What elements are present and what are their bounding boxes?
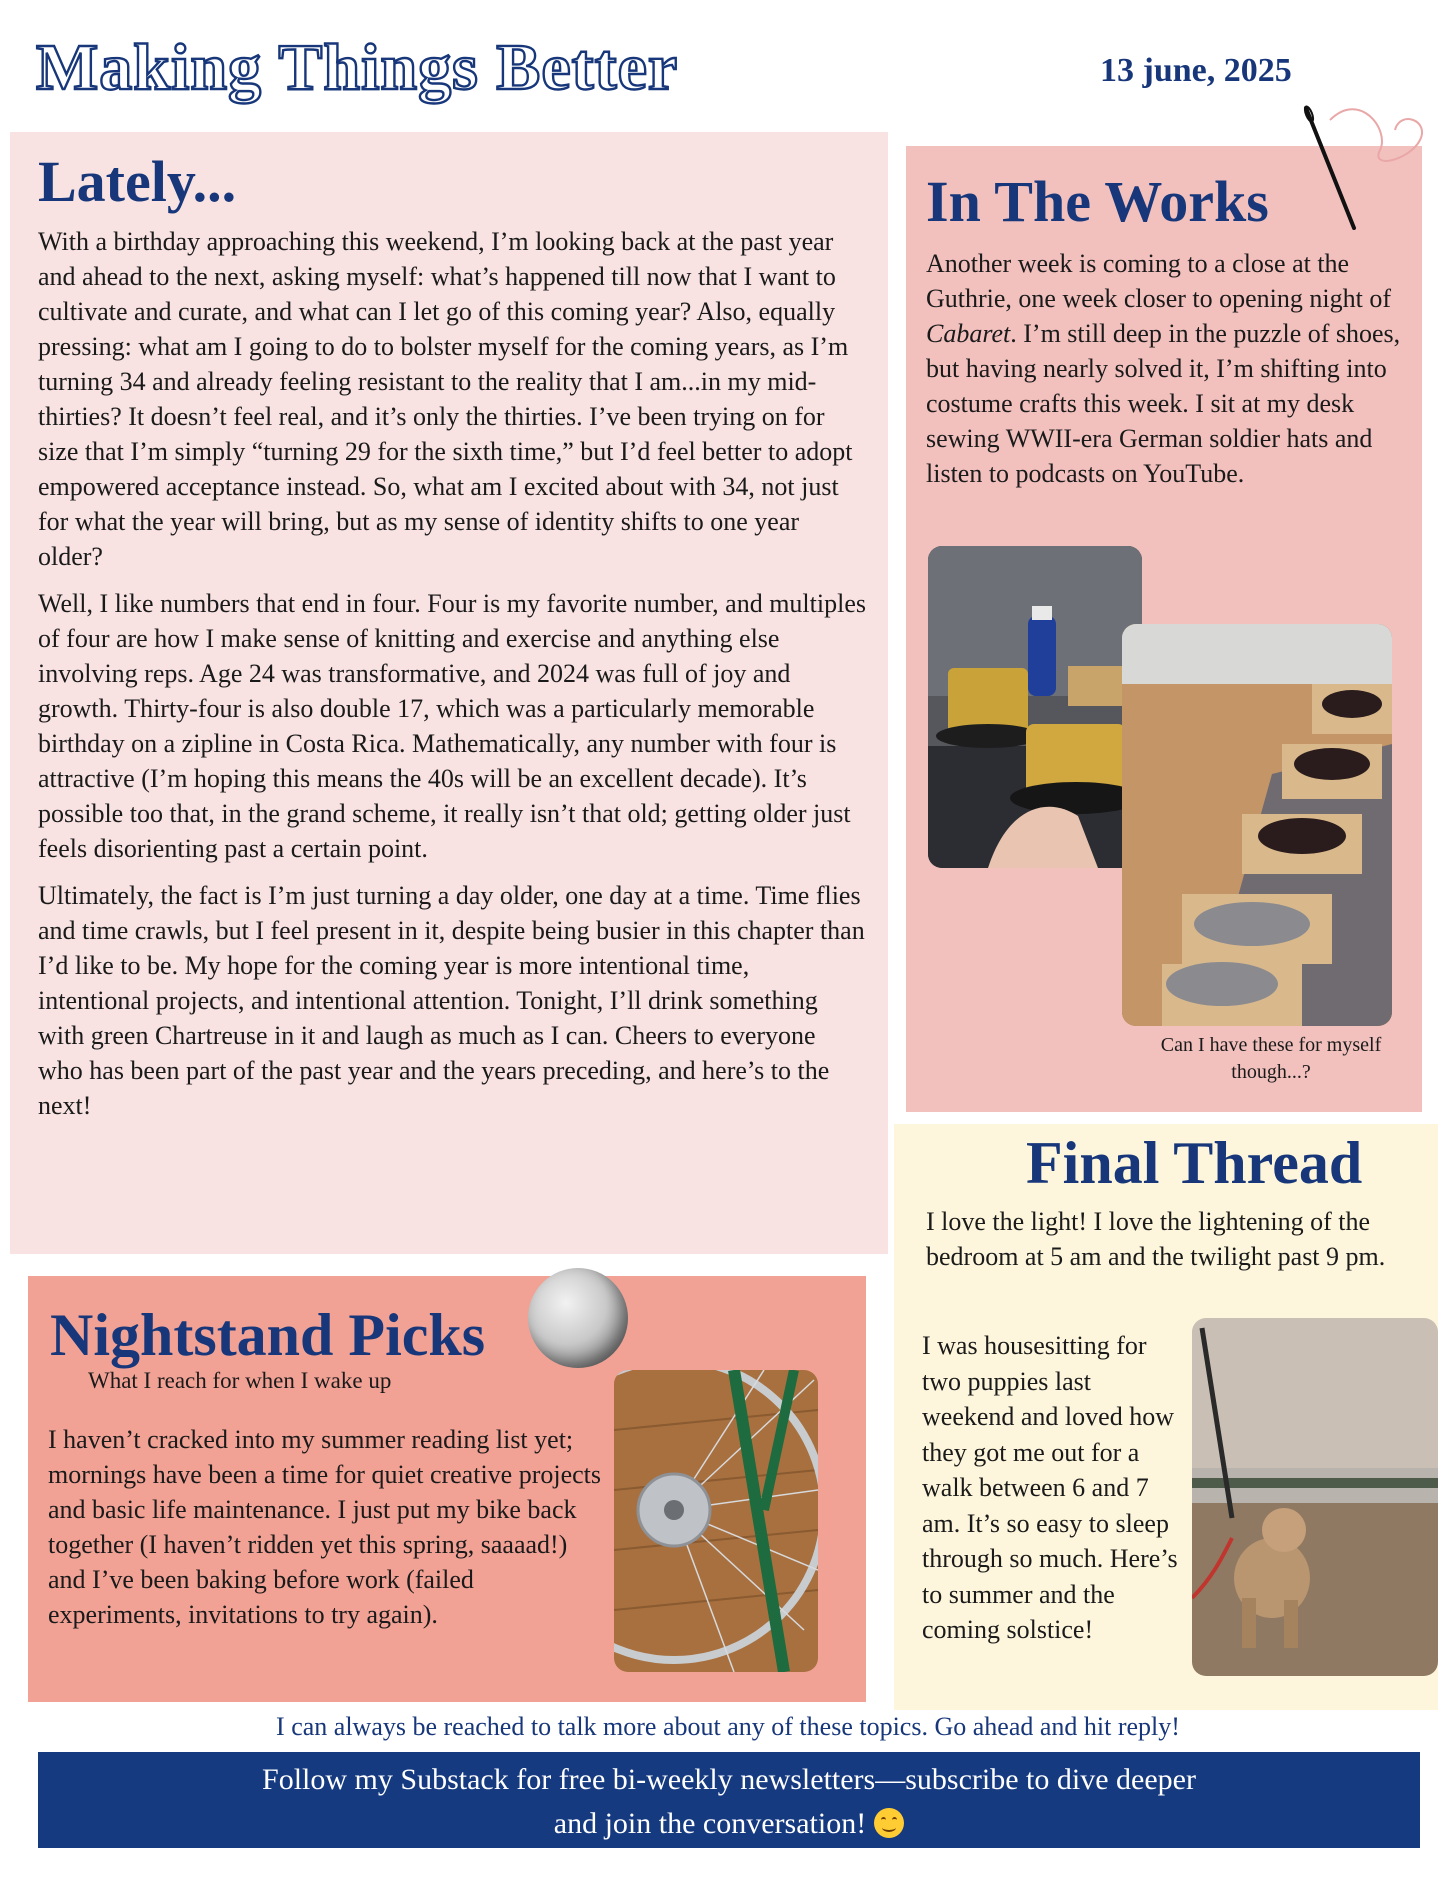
beach-dog-photo [1192,1318,1438,1676]
thread-icon [1330,109,1422,161]
works-text-before: Another week is coming to a close at the Guthrie, one week closer to opening night of [926,248,1391,313]
smiling-face-icon [874,1808,904,1838]
lately-heading: Lately... [38,149,237,214]
nightstand-section [28,1276,866,1702]
shoes-photo [1122,624,1392,1026]
nightstand-heading: Nightstand Picks [50,1302,486,1368]
hats-photo [928,546,1142,868]
works-show-title: Cabaret [926,318,1011,348]
nightstand-subheading: What I reach for when I wake up [88,1368,392,1393]
nightstand-paragraph: I haven’t cracked into my summer reading list yet; mornings have been a time for quiet creative projects and basic life maintenance. I just put my bike back together (I haven’t ridden yet this spring, saaaad!) and I’ve been baking before work (failed experiments, invitations to try again). [48,1425,602,1629]
final-heading: Final Thread [1026,1130,1363,1196]
works-heading: In The Works [926,169,1269,234]
bike-wheel-photo [614,1370,818,1672]
final-thread-section [894,1124,1438,1710]
final-paragraph-2: I was housesitting for two puppies last weekend and loved how they got me out for a walk between 6 and 7 am. It’s so easy to sleep through so much. Here’s to summer and the coming solstice! [922,1331,1178,1644]
shoes-caption: Can I have these for myself though...? [1160,1034,1382,1083]
works-paragraph [926,246,1406,491]
issue-date: 13 june, 2025 [1100,52,1292,89]
masthead-title: Making Things Better [36,31,679,104]
lately-section [10,132,888,1254]
subscribe-line-1: Follow my Substack for free bi-weekly newsletters—subscribe to dive deeper [262,1763,1196,1796]
reach-out-note: I can always be reached to talk more about any of these topics. Go ahead and hit reply! [276,1712,1180,1741]
subscribe-banner[interactable] [38,1752,1420,1848]
works-text-after: . I’m still deep in the puzzle of shoes, but having nearly solved it, I’m shifting into costume crafts this week. I sit at my desk sewing WWII-era German soldier hats and listen to podcasts on YouTube. [926,318,1401,488]
lately-paragraph-1: With a birthday approaching this weekend, I’m looking back at the past year and ahead to the next, asking myself: what’s happened till now that I want to cultivate and curate, and what can I let go of this coming year? Also, equally pressing: what am I going to do to bolster myself for the coming years, as I’m turning 34 and already feeling resistant to the reality that I am...in my mid-thirties? It doesn’t feel real, and it’s only the thirties. I’ve been trying on for size that I’m simply “turning 29 for the sixth time,” but I’d feel better to adopt empowered acceptance instead. So, what am I excited about with 34, not just for what the year will bring, but as my sense of identity shifts to one year older? [38,226,853,571]
lately-paragraph-2: Well, I like numbers that end in four. Four is my favorite number, and multiples of four are how I make sense of knitting and exercise and anything else involving reps. Age 24 was transformative, and 2024 was full of joy and growth. Thirty-four is also double 17, which was a particularly memorable birthday on a zipline in Costa Rica. Mathematically, any number with four is attractive (I’m hoping this means the 40s will be an excellent decade). It’s possible too that, in the grand scheme, it really isn’t that old; getting older just feels disorienting past a certain point. [38,588,866,863]
moon-icon [528,1268,628,1368]
needle-icon [1300,100,1436,230]
in-the-works-section [906,146,1422,1112]
subscribe-line-2-wrapper [38,1802,1420,1846]
subscribe-line-2: and join the conversation! [553,1807,867,1840]
final-paragraph-1: I love the light! I love the lightening of the bedroom at 5 am and the twilight past 9 pm. [926,1207,1386,1271]
lately-paragraph-3: Ultimately, the fact is I’m just turning a day older, one day at a time. Time flies and time crawls, but I feel present in it, despite being busier in this chapter than I’d like to be. My hope for the coming year is more intentional time, intentional projects, and intentional attention. Tonight, I’ll drink something with green Chartreuse in it and laugh as much as I can. Cheers to everyone who has been part of the past year and the years preceding, and here’s to the next! [38,880,865,1120]
